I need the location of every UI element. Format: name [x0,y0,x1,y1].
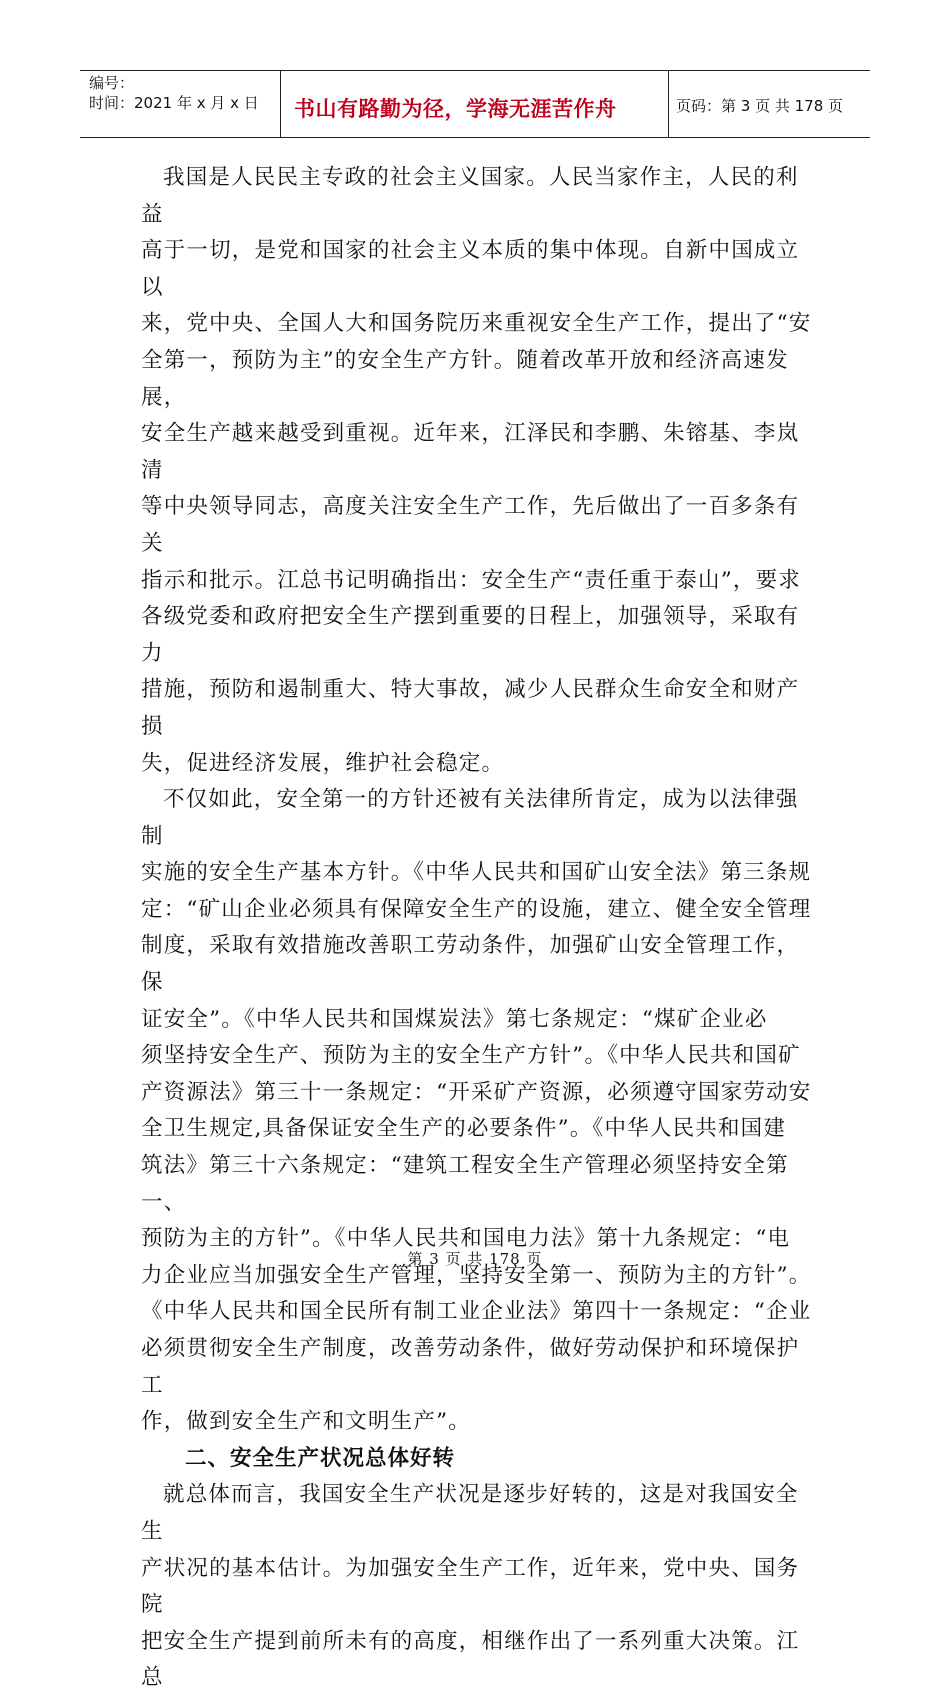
body-paragraph-3 [141,1477,813,1697]
page-header [80,70,870,138]
body-paragraph-2 [141,782,813,1441]
document-date-label: 时间：2021 年 x 月 x 日 [89,94,259,112]
header-motto-cell [280,71,669,137]
text-line: 定：“矿山企业必须具有保障安全生产的设施，建立、健全安全管理 [141,896,812,922]
text-line: 全第一，预防为主”的安全生产方针。随着改革开放和经济高速发展， [141,347,789,410]
text-line: 产资源法》第三十一条规定：“开采矿产资源，必须遵守国家劳动安 [141,1079,812,1105]
text-line: 必须贯彻安全生产制度，改善劳动条件，做好劳动保护和环境保护工 [141,1336,800,1398]
text-line: 安全生产越来越受到重视。近年来，江泽民和李鹏、朱镕基、李岚清 [141,421,800,483]
text-line: 证安全”。《中华人民共和国煤炭法》第七条规定：“煤矿企业必 [141,1006,768,1032]
text-line: 指示和批示。江总书记明确指出：安全生产“责任重于泰山”，要求 [141,567,801,593]
text-line: 制度，采取有效措施改善职工劳动条件，加强矿山安全管理工作，保 [141,933,800,996]
text-line: 就总体而言，我国安全生产状况是逐步好转的，这是对我国安全生 [141,1482,799,1544]
text-line: 我国是人民民主专政的社会主义国家。人民当家作主，人民的利益 [141,165,799,227]
text-line: 力企业应当加强安全生产管理，坚持安全第一、预防为主的方针”。 [141,1262,812,1288]
header-page-cell [670,71,870,137]
text-line: 须坚持安全生产、预防为主的安全生产方针”。《中华人民共和国矿 [141,1043,801,1069]
body-paragraph-1 [141,160,813,782]
text-line: 全卫生规定,具备保证安全生产的必要条件”。《中华人民共和国建 [141,1116,787,1142]
text-line: 不仅如此，安全第一的方针还被有关法律所肯定，成为以法律强制 [141,787,799,849]
text-line: 来，党中央、全国人大和国务院历来重视安全生产工作，提出了“安 [141,311,812,337]
text-line: 产状况的基本估计。为加强安全生产工作，近年来，党中央、国务院 [141,1555,800,1618]
text-line: 高于一切，是党和国家的社会主义本质的集中体现。自新中国成立以 [141,238,800,300]
text-line: 失，促进经济发展，维护社会稳定。 [141,750,505,776]
document-number-label: 编号： [89,74,135,92]
section-heading: 二、安全生产状况总体好转 [185,1445,456,1471]
text-line: 作，做到安全生产和文明生产”。 [141,1409,471,1435]
header-meta-cell [80,71,281,137]
header-motto: 书山有路勤为径，学海无涯苦作舟 [294,97,617,121]
text-line: 措施，预防和遏制重大、特大事故，减少人民群众生命安全和财产损 [141,677,800,739]
document-body [141,160,813,1697]
header-page-info: 页码：第 3 页 共 178 页 [676,97,844,115]
text-line: 《中华人民共和国全民所有制工业企业法》第四十一条规定：“企业 [141,1299,812,1325]
text-line: 等中央领导同志，高度关注安全生产工作，先后做出了一百多条有关 [141,494,800,556]
text-line: 各级党委和政府把安全生产摆到重要的日程上，加强领导，采取有力 [141,604,800,666]
text-line: 筑法》第三十六条规定：“建筑工程安全生产管理必须坚持安全第一、 [141,1153,789,1215]
text-line: 预防为主的方针”。《中华人民共和国电力法》第十九条规定：“电 [141,1226,791,1252]
text-line: 把安全生产提到前所未有的高度，相继作出了一系列重大决策。江总 [141,1628,800,1691]
page-footer: 第 3 页 共 178 页 [407,1250,543,1268]
text-line: 实施的安全生产基本方针。《中华人民共和国矿山安全法》第三条规 [141,860,812,886]
